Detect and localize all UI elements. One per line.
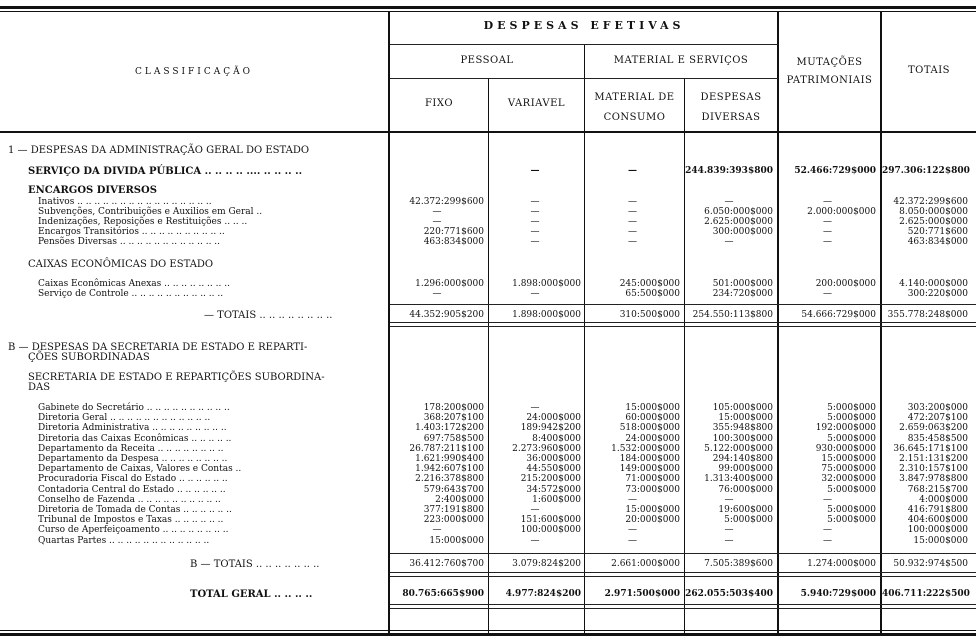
row-label: SERVIÇO DA DIVIDA PÚBLICA .. .. .. .. .... .. .. .. .. — [28, 166, 303, 177]
header-mutacoes: MUTAÇÕES PATRIMONIAIS — [786, 57, 873, 86]
rule-b-totais-top — [390, 553, 976, 554]
cell-totais: 4:000$000 — [919, 494, 968, 505]
cell-totais: 2.659:063$200 — [899, 423, 968, 434]
cell-diversas: 254.550:113$800 — [692, 310, 773, 320]
cell-consumo: 71:000$000 — [625, 474, 680, 485]
cell-consumo: — — [628, 525, 637, 536]
cell-totais: 36.645:171$100 — [893, 443, 968, 454]
cell-fixo: 2:400$000 — [435, 494, 484, 505]
header-group-title: DESPESAS EFETIVAS — [483, 19, 685, 32]
row-label: Procuradoria Fiscal do Estado .. .. .. .. .. .. — [38, 474, 228, 485]
cell-diversas: 7.505:389$600 — [704, 559, 773, 569]
cell-totais: 303:200$000 — [907, 403, 968, 413]
cell-mutacoes: 75:000$000 — [821, 464, 876, 475]
cell-consumo: 184:000$000 — [619, 454, 680, 464]
header-fixo: FIXO — [424, 98, 454, 109]
row-label: Departamento de Caixas, Valores e Contas .. — [38, 464, 242, 475]
cell-diversas: 355:948$800 — [712, 423, 773, 434]
rule-b-totais-bottom — [390, 572, 976, 577]
cell-diversas: 99:000$000 — [718, 464, 773, 475]
cell-totais: 520:771$600 — [907, 227, 968, 237]
cell-diversas: — — [724, 535, 734, 546]
cell-totais: 8.050:000$000 — [899, 207, 968, 217]
cell-variavel: 34:572$000 — [526, 484, 581, 495]
cell-fixo: 44.352:905$200 — [409, 310, 484, 320]
cell-mutacoes: 5:000$000 — [827, 505, 876, 515]
cell-consumo: 24:000$000 — [625, 433, 680, 444]
section-b-sub-2: DAS — [28, 382, 51, 393]
section-b-title-2: ÇÕES SUBORDINADAS — [28, 352, 150, 363]
cell-totais: 835:458$500 — [907, 433, 968, 444]
cell-mutacoes: — — [823, 494, 832, 505]
cell-diversas: 100:300$000 — [712, 433, 773, 444]
cell-diversas: 5:000$000 — [724, 515, 773, 526]
row-label: Diretoria das Caixas Econômicas .. .. .. .. .. — [38, 433, 232, 444]
cell-mutacoes: 5:000$000 — [827, 403, 876, 413]
cell-variavel: 215:200$000 — [520, 474, 581, 485]
row-label: Departamento da Receita .. .. .. .. .. .. .. .. — [38, 443, 224, 454]
cell-consumo: 15:000$000 — [625, 403, 680, 413]
cell-variavel: — — [530, 535, 540, 546]
cell-mutacoes: 5:000$000 — [827, 413, 876, 424]
cell-mutacoes: — — [823, 237, 832, 247]
cell-consumo: — — [628, 217, 637, 227]
row-label: Departamento da Despesa .. .. .. .. .. .. .. .. — [38, 454, 228, 464]
cell-diversas: 2.625:000$000 — [704, 217, 773, 227]
cell-variavel: — — [530, 166, 540, 176]
cell-diversas: 501:000$000 — [712, 279, 773, 289]
cell-variavel: 8:400$000 — [532, 433, 581, 444]
cell-totais: 300:220$000 — [907, 289, 968, 299]
cell-fixo: 368:207$100 — [423, 413, 484, 424]
cell-fixo: 80.765:665$900 — [402, 589, 484, 599]
header-despesas-diversas: DESPESAS DIVERSAS — [700, 92, 762, 123]
cell-fixo: 178:200$000 — [423, 403, 484, 413]
cell-consumo: 310:500$000 — [619, 310, 680, 320]
header-variavel: VARIAVEL — [507, 98, 566, 109]
cell-mutacoes: — — [823, 217, 832, 227]
cell-variavel: 24:000$000 — [526, 413, 581, 424]
cell-fixo: 579:643$700 — [423, 484, 484, 495]
cell-fixo: — — [432, 207, 442, 217]
cell-totais: 2.625:000$000 — [899, 217, 968, 227]
cell-diversas: 5.122:000$000 — [704, 443, 773, 454]
encargos-title: ENCARGOS DIVERSOS — [28, 185, 157, 196]
header-classificacao: CLASSIFICAÇÃO — [134, 67, 254, 77]
cell-variavel: 151:600$000 — [520, 515, 581, 526]
cell-variavel: — — [530, 289, 540, 299]
cell-diversas: 300:000$000 — [712, 227, 773, 237]
cell-fixo: 36.412:760$700 — [409, 559, 484, 569]
rule-geral-bottom — [390, 604, 976, 609]
cell-totais: 416:791$800 — [907, 505, 968, 515]
row-label: Serviço de Controle .. .. .. .. .. .. .. .. .. .. .. — [38, 289, 224, 299]
cell-fixo: 1.942:607$100 — [415, 464, 484, 475]
cell-mutacoes: — — [823, 535, 832, 546]
row-label: Curso de Aperfeiçoamento .. .. .. .. .. .. .. .. — [38, 525, 229, 536]
bottom-border-thin — [0, 630, 976, 631]
cell-diversas: 1.313:400$000 — [704, 474, 773, 485]
cell-totais: 404:600$000 — [907, 515, 968, 526]
cell-variavel: 3.079:824$200 — [512, 559, 581, 569]
cell-mutacoes: 5:000$000 — [827, 484, 876, 495]
section-b-sub-1: SECRETARIA DE ESTADO E REPARTIÇÕES SUBORDINA- — [28, 372, 325, 383]
cell-consumo: 1.532:000$000 — [611, 443, 680, 454]
cell-variavel: 1.898:000$000 — [512, 279, 581, 289]
cell-totais: 15:000$000 — [913, 535, 968, 546]
cell-mutacoes: 192:000$000 — [815, 423, 876, 434]
cell-totais: 42.372:299$600 — [893, 197, 968, 207]
cell-consumo: 245:000$000 — [619, 279, 680, 289]
cell-fixo: — — [432, 289, 442, 299]
cell-diversas: 105:000$000 — [712, 403, 773, 413]
row-label: Contadoria Central do Estado .. .. .. .. .. .. — [38, 484, 226, 495]
cell-diversas: — — [724, 525, 734, 536]
row-label: Indenizações, Reposições e Restituições .. .. .. — [38, 217, 248, 227]
header-material-consumo: MATERIAL DE CONSUMO — [594, 92, 675, 123]
cell-variavel: — — [530, 217, 540, 227]
rule-a-totais-bottom — [390, 322, 976, 327]
cell-variavel: — — [530, 227, 540, 237]
bottom-border — [0, 633, 976, 636]
rule-a-totais-top — [390, 304, 976, 305]
row-label: Subvenções, Contribuições e Auxilios em Geral .. — [38, 207, 263, 217]
cell-mutacoes: — — [823, 289, 832, 299]
cell-variavel: 44:550$000 — [526, 464, 581, 475]
cell-consumo: 2.971:500$000 — [604, 589, 680, 599]
header-bottom-rule — [0, 131, 976, 133]
cell-diversas: — — [724, 197, 734, 207]
header-pessoal: PESSOAL — [460, 55, 514, 66]
cell-diversas: 262.055:503$400 — [685, 589, 773, 599]
cell-totais: 472:207$100 — [907, 413, 968, 424]
row-label: Diretoria Geral .. .. .. .. .. .. .. .. .. .. .. .. — [38, 413, 211, 424]
cell-consumo: — — [628, 197, 637, 207]
cell-variavel: — — [530, 403, 540, 413]
row-label: Diretoria Administrativa .. .. .. .. .. .. .. .. .. — [38, 423, 227, 434]
cell-mutacoes: — — [823, 197, 832, 207]
cell-totais: 768:215$700 — [907, 484, 968, 495]
cell-totais: 4.140:000$000 — [899, 279, 968, 289]
cell-fixo: 26.787:211$100 — [409, 443, 484, 454]
header-rule-2 — [390, 78, 778, 79]
section-b-title-1: B — DESPESAS DA SECRETARIA DE ESTADO E REPARTI- — [8, 342, 308, 353]
cell-diversas: 76:000$000 — [718, 484, 773, 495]
cell-diversas: 244.839:393$800 — [685, 166, 773, 176]
cell-fixo: 697:758$500 — [423, 433, 484, 444]
cell-variavel: 1.898:000$000 — [512, 310, 581, 320]
header-material-servicos: MATERIAL E SERVIÇOS — [613, 55, 749, 66]
cell-fixo: 220:771$600 — [423, 227, 484, 237]
cell-diversas: — — [724, 494, 734, 505]
cell-mutacoes: 32:000$000 — [821, 474, 876, 485]
cell-diversas: 19:600$000 — [718, 505, 773, 515]
row-label: Tribunal de Impostos e Taxas .. .. .. .. .. .. — [38, 515, 224, 526]
cell-variavel: — — [530, 207, 540, 217]
cell-consumo: — — [628, 207, 637, 217]
cell-fixo: 1.296:000$000 — [415, 279, 484, 289]
row-label: Encargos Transitórios .. .. .. .. .. .. .. .. .. .. — [38, 227, 225, 237]
cell-fixo: 377:191$800 — [423, 505, 484, 515]
cell-consumo: — — [628, 237, 637, 247]
cell-consumo: — — [628, 227, 637, 237]
cell-mutacoes: — — [823, 525, 832, 536]
row-label: TOTAL GERAL .. .. .. .. — [190, 589, 313, 600]
cell-totais: 2.151:131$200 — [899, 454, 968, 464]
cell-diversas: 6.050:000$000 — [704, 207, 773, 217]
cell-totais: 100:000$000 — [907, 525, 968, 536]
header-totais: TOTAIS — [907, 65, 950, 76]
cell-variavel: 1:600$000 — [532, 494, 581, 505]
cell-variavel: 4.977:824$200 — [505, 589, 581, 599]
cell-mutacoes: 5.940:729$000 — [800, 589, 876, 599]
cell-fixo: 15:000$000 — [429, 535, 484, 546]
cell-variavel: 189:942$200 — [520, 423, 581, 434]
row-label: — TOTAIS .. .. .. .. .. .. .. .. — [204, 310, 333, 321]
cell-mutacoes: 1.274:000$000 — [807, 559, 876, 569]
cell-variavel: 36:000$000 — [526, 454, 581, 464]
cell-variavel: 2.273:960$000 — [512, 443, 581, 454]
cell-consumo: 60:000$000 — [625, 413, 680, 424]
cell-mutacoes: 5:000$000 — [827, 433, 876, 444]
row-label: Diretoria de Tomada de Contas .. .. .. .. .. .. — [38, 505, 232, 515]
row-label: Pensões Diversas .. .. .. .. .. .. .. .. .. .. .. .. — [38, 237, 221, 247]
cell-fixo: 2.216:378$800 — [415, 474, 484, 485]
cell-diversas: 234:720$000 — [712, 289, 773, 299]
cell-fixo: 1.403:172$200 — [415, 423, 484, 434]
cell-totais: 2.310:157$100 — [899, 464, 968, 475]
cell-fixo: 223:000$000 — [423, 515, 484, 526]
cell-diversas: 294:140$800 — [712, 454, 773, 464]
cell-consumo: 15:000$000 — [625, 505, 680, 515]
cell-totais: 406.711:222$500 — [882, 589, 970, 599]
cell-mutacoes: 2.000:000$000 — [807, 207, 876, 217]
cell-diversas: — — [724, 237, 734, 247]
cell-mutacoes: — — [823, 227, 832, 237]
cell-mutacoes: 54.666:729$000 — [801, 310, 876, 320]
cell-totais: 297.306:122$800 — [882, 166, 970, 176]
cell-fixo: 463:834$000 — [423, 237, 484, 247]
cell-consumo: — — [628, 535, 637, 546]
cell-fixo: — — [432, 217, 442, 227]
cell-totais: 3.847:978$800 — [899, 474, 968, 485]
row-label: Caixas Econômicas Anexas .. .. .. .. .. .. .. .. — [38, 279, 230, 289]
cell-totais: 355.778:248$000 — [887, 310, 968, 320]
top-border — [0, 6, 976, 9]
cell-variavel: 100:000$000 — [520, 525, 581, 536]
row-label: Gabinete do Secretário .. .. .. .. .. .. .. .. .. .. — [38, 403, 230, 413]
cell-fixo: 1.621:990$400 — [415, 454, 484, 464]
cell-consumo: 65:500$000 — [625, 289, 680, 299]
row-label: Conselho de Fazenda .. .. .. .. .. .. .. .. .. .. — [38, 494, 221, 505]
top-border-thin — [0, 11, 976, 12]
cell-consumo: — — [628, 494, 637, 505]
cell-consumo: 20:000$000 — [625, 515, 680, 526]
cell-mutacoes: 15:000$000 — [821, 454, 876, 464]
cell-fixo: — — [432, 525, 442, 536]
cell-mutacoes: 200:000$000 — [815, 279, 876, 289]
header-rule-1 — [390, 44, 778, 45]
cell-totais: 463:834$000 — [907, 237, 968, 247]
row-label: B — TOTAIS .. .. .. .. .. .. .. — [190, 559, 320, 570]
cell-mutacoes: 52.466:729$000 — [794, 166, 876, 176]
section-a-title: 1 — DESPESAS DA ADMINISTRAÇÃO GERAL DO ESTADO — [8, 145, 310, 156]
row-label: Quartas Partes .. .. .. .. .. .. .. .. .. .. .. .. — [38, 535, 210, 546]
cell-variavel: — — [530, 237, 540, 247]
cell-consumo: 518:000$000 — [619, 423, 680, 434]
cell-mutacoes: 5:000$000 — [827, 515, 876, 526]
cell-mutacoes: 930:000$000 — [815, 443, 876, 454]
cell-consumo: — — [628, 166, 637, 176]
cell-consumo: 149:000$000 — [619, 464, 680, 475]
caixas-title: CAIXAS ECONÔMICAS DO ESTADO — [28, 259, 214, 270]
cell-consumo: 73:000$000 — [625, 484, 680, 495]
cell-diversas: 15:000$000 — [718, 413, 773, 424]
row-label: Inativos .. .. .. .. .. .. .. .. .. .. .. .. .. .. .. .. — [38, 197, 212, 207]
cell-totais: 50.932:974$500 — [893, 559, 968, 569]
cell-variavel: — — [530, 197, 540, 207]
cell-consumo: 2.661:000$000 — [611, 559, 680, 569]
cell-variavel: — — [530, 505, 540, 515]
cell-fixo: 42.372:299$600 — [409, 197, 484, 207]
